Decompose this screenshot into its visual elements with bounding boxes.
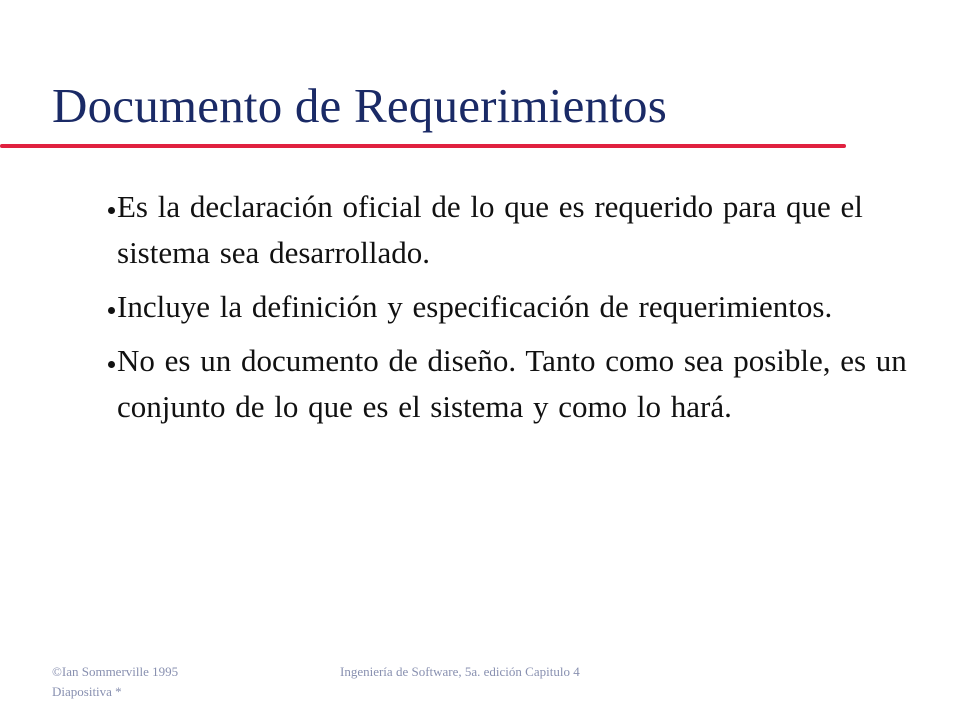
bullet-dot-icon xyxy=(108,307,115,314)
bullet-list xyxy=(113,184,913,438)
bullet-item xyxy=(113,284,913,330)
footer-course: Ingeniería de Software, 5a. edición Capitulo 4 xyxy=(340,664,580,679)
bullet-dot-icon xyxy=(108,361,115,368)
footer-slide-number: Diapositiva * xyxy=(52,684,122,699)
bullet-item xyxy=(113,338,913,430)
title-underline xyxy=(0,144,846,148)
slide-title: Documento de Requerimientos xyxy=(52,78,668,133)
bullet-text: No es un documento de diseño. Tanto como sea posible, es un conjunto de lo que es el sistema y como lo hará. xyxy=(117,343,907,424)
bullet-text: Es la declaración oficial de lo que es requerido para que el sistema sea desarrollado. xyxy=(117,189,863,270)
bullet-item xyxy=(113,184,913,276)
bullet-dot-icon xyxy=(108,207,115,214)
footer-copyright: ©Ian Sommerville 1995 xyxy=(52,664,179,679)
bullet-text: Incluye la definición y especificación de requerimientos. xyxy=(117,289,833,324)
